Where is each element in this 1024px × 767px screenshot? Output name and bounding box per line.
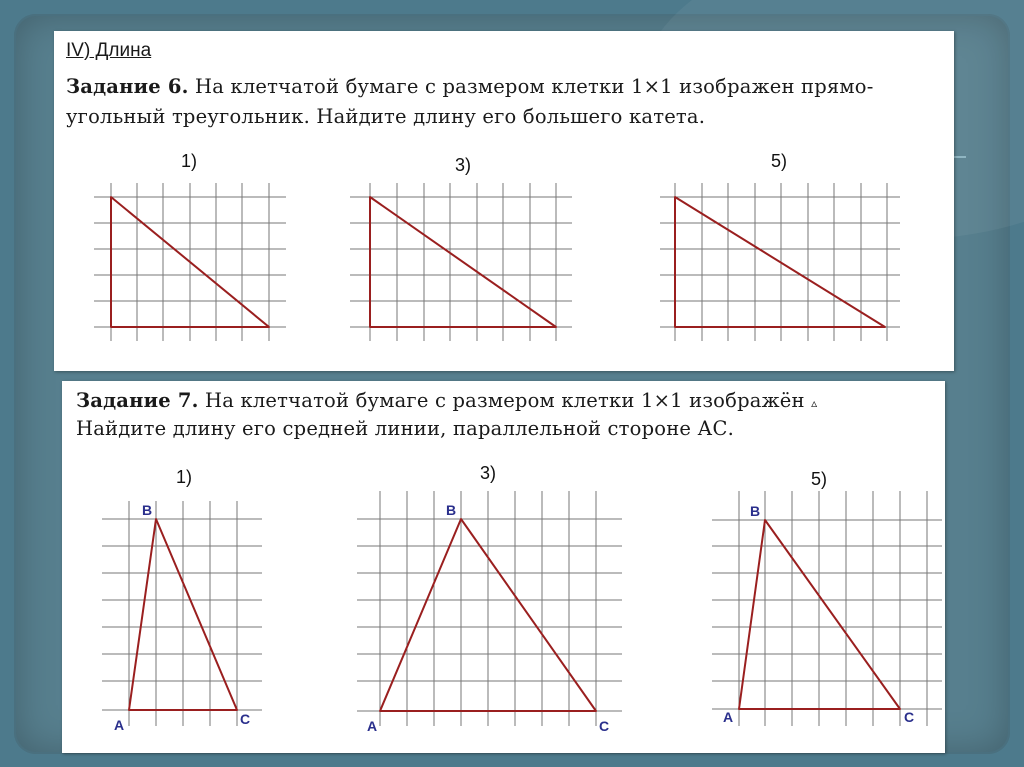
- task7-title: Задание 7.: [76, 389, 199, 412]
- task6-figures: [54, 31, 954, 371]
- vertex-b-label: B: [446, 502, 457, 518]
- section-title: IV) Длина: [66, 40, 152, 61]
- vertex-c-label: C: [599, 718, 610, 734]
- task7-text-1: На клетчатой бумаге с размером клетки 1×1 изображён: [198, 389, 805, 412]
- right-triangle: [370, 197, 556, 327]
- task6-title: Задание 6.: [66, 75, 189, 98]
- figure-label: 3): [455, 155, 472, 175]
- right-triangle: [675, 197, 885, 327]
- task7-card: [62, 381, 945, 753]
- vertex-c-label: C: [240, 711, 251, 727]
- figure-label: 5): [771, 151, 788, 171]
- vertex-a-label: A: [367, 718, 378, 734]
- figure-label: 5): [811, 469, 828, 489]
- task6-figure-3: [350, 155, 572, 341]
- task7-figure-5: [712, 469, 942, 726]
- vertex-b-label: B: [142, 502, 153, 518]
- figure-label: 1): [176, 467, 193, 487]
- triangle-symbol: ▵: [811, 396, 818, 410]
- grid: [102, 501, 262, 726]
- task6-figure-5: [660, 151, 900, 341]
- task7-figure-1: [102, 467, 262, 733]
- vertex-c-label: C: [904, 709, 915, 725]
- vertex-a-label: A: [114, 717, 125, 733]
- task6-figure-1: [94, 151, 286, 341]
- task6-line2: угольный треугольник. Найдите длину его большего катета.: [66, 105, 706, 128]
- vertex-b-label: B: [750, 503, 761, 519]
- task6-card: [54, 31, 954, 371]
- vertex-a-label: A: [723, 709, 734, 725]
- task7-figures: [62, 381, 945, 753]
- task6-text-1: На клетчатой бумаге с размером клетки 1×1 изображен прямо-: [188, 75, 874, 98]
- task7-line2: Найдите длину его средней линии, параллельной стороне АС.: [76, 417, 735, 440]
- figure-label: 1): [181, 151, 198, 171]
- task7-figure-3: [357, 463, 622, 734]
- figure-label: 3): [480, 463, 497, 483]
